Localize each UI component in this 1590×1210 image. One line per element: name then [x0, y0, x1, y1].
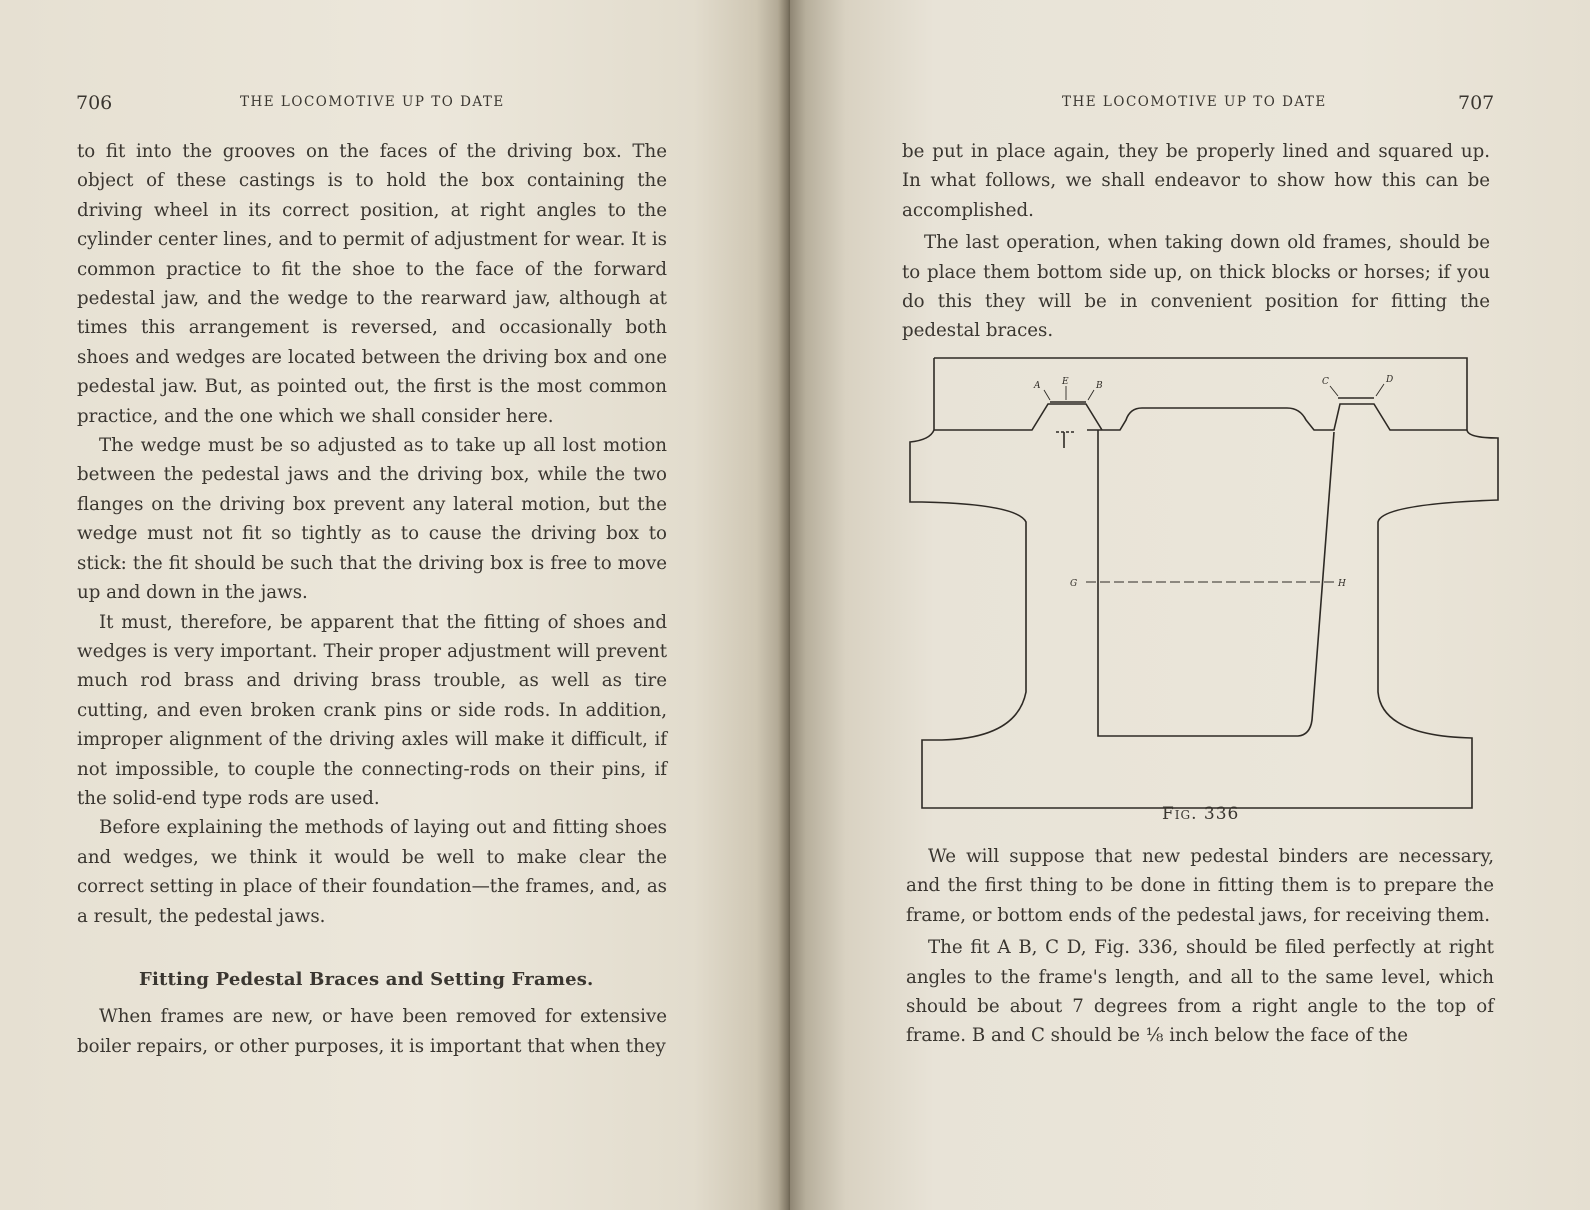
right-paragraph-1: be put in place again, they be properly lined and squared up. In what follows, we shall endeavor to show how this can be accomplished. [902, 141, 1490, 221]
right-page [790, 0, 1590, 1210]
page-number-right: 707 [1458, 92, 1495, 114]
figure-336-diagram [902, 352, 1502, 820]
left-body [77, 137, 667, 1061]
label-H: H [1338, 579, 1346, 589]
right-paragraph-2: The last operation, when taking down old frames, should be to place them bottom side up, on thick blocks or horses; if you do this they will be in convenient position for fitting the pedestal braces. [902, 232, 1490, 342]
label-D: D [1386, 375, 1394, 385]
label-B: B [1096, 381, 1103, 391]
right-body-bottom [906, 842, 1494, 1051]
label-G: G [1070, 579, 1078, 589]
right-paragraph-4: The fit A B, C D, Fig. 336, should be filed perfectly at right angles to the frame's length, and all to the same level, which should be about 7 degrees from a right angle to the top of frame. B and C should be ⅛ inch below the face of the [906, 937, 1494, 1047]
figure-caption: Fig. 336 [1162, 804, 1240, 824]
label-C: C [1322, 377, 1329, 387]
left-section-paragraph: When frames are new, or have been removed for extensive boiler repairs, or other purposes, it is important that when they [77, 1006, 667, 1057]
left-paragraph-1: to fit into the grooves on the faces of the driving box. The object of these castings is to hold the box containing the driving wheel in its correct position, at right angles to the cylinder center lines, and to permit of adjustment for wear. It is common practice to fit the shoe to the face of the forward pedestal jaw, and the wedge to the rearward jaw, although at times this arrangement is reversed, and occasionally both shoes and wedges are located between the driving box and one pedestal jaw. But, as pointed out, the first is the most common practice, and the one which we shall consider here. [77, 141, 667, 427]
label-A: A [1034, 381, 1041, 391]
label-E: E [1062, 377, 1069, 387]
right-body-top [902, 137, 1490, 346]
right-paragraph-3: We will suppose that new pedestal binders are necessary, and the first thing to be done in fitting them is to prepare the frame, or bottom ends of the pedestal jaws, for receiving them. [906, 846, 1494, 926]
section-title: Fitting Pedestal Braces and Setting Frames. [139, 968, 594, 990]
left-paragraph-4: Before explaining the methods of laying out and fitting shoes and wedges, we think it would be well to make clear the correct setting in place of their foundation—the frames, and, as a result, the pedestal jaws. [77, 817, 667, 927]
running-head-left: THE LOCOMOTIVE UP TO DATE [240, 94, 505, 110]
running-head-right: THE LOCOMOTIVE UP TO DATE [1062, 94, 1327, 110]
page-number-left: 706 [76, 92, 113, 114]
left-page [0, 0, 788, 1210]
left-paragraph-2: The wedge must be so adjusted as to take up all lost motion between the pedestal jaws and the driving box, while the two flanges on the driving box prevent any lateral motion, but the wedge must not fit so tightly as to cause the driving box to stick: the fit should be such that the driving box is free to move up and down in the jaws. [77, 435, 667, 604]
left-paragraph-3: It must, therefore, be apparent that the fitting of shoes and wedges is very important. Their proper adjustment will prevent much rod brass and driving brass trouble, as well as tire cutting, and even broken crank pins or side rods. In addition, improper alignment of the driving axles will make it difficult, if not impossible, to couple the connecting-rods on their pins, if the solid-end type rods are used. [77, 611, 667, 809]
